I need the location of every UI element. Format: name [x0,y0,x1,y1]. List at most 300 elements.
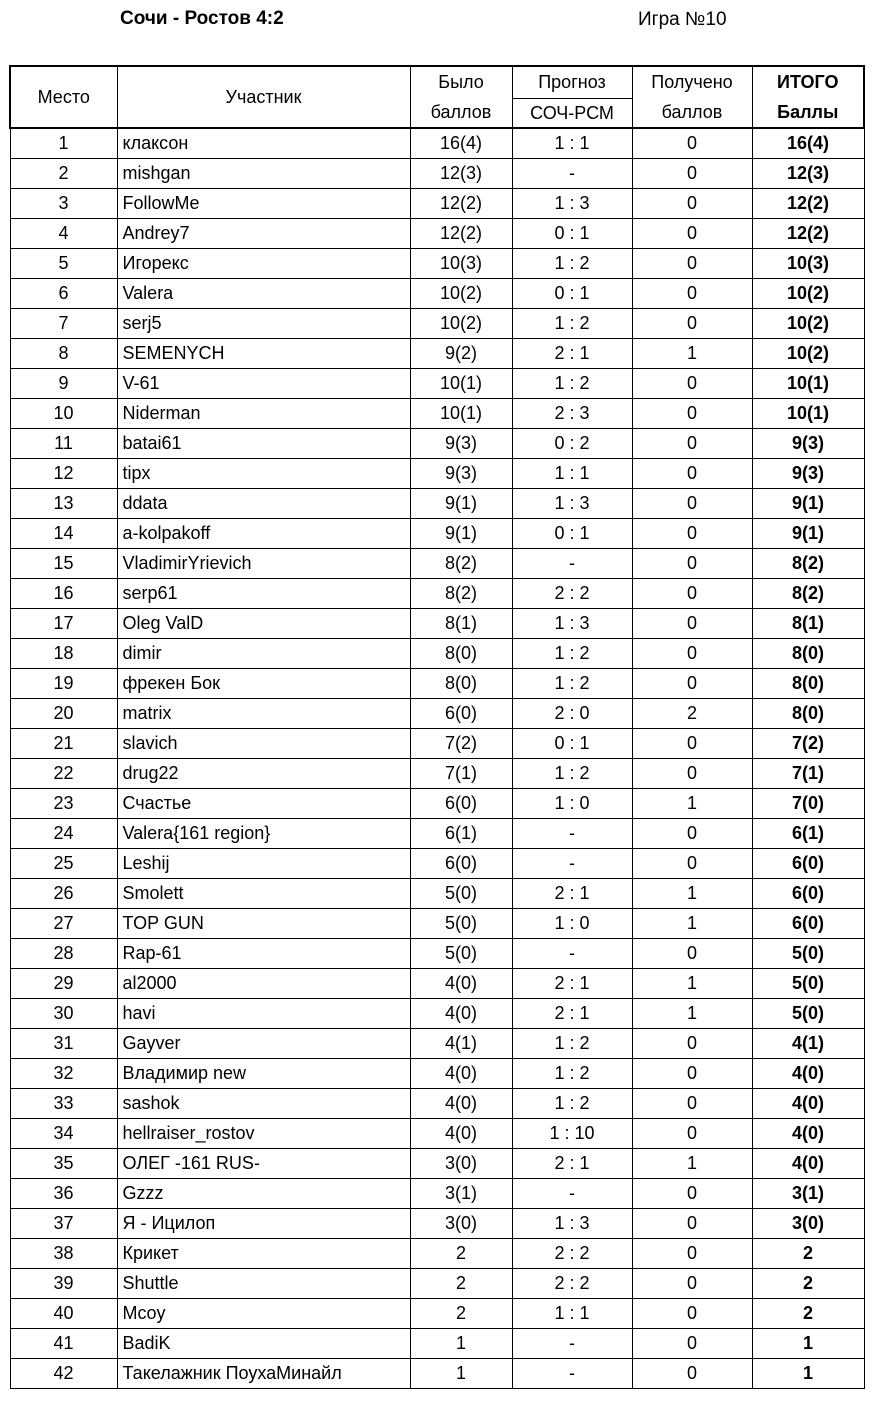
header-forecast-teams: СОЧ-РСМ [512,98,632,128]
cell-participant: matrix [117,699,410,729]
cell-was-points: 5(0) [410,939,512,969]
table-row [10,128,864,159]
cell-forecast: 1 : 2 [512,639,632,669]
cell-forecast: 0 : 1 [512,279,632,309]
cell-got-points: 0 [632,459,752,489]
cell-forecast: 1 : 3 [512,1209,632,1239]
table-row [10,1269,864,1299]
cell-participant: Gayver [117,1029,410,1059]
cell-participant: Shuttle [117,1269,410,1299]
cell-participant: Leshij [117,849,410,879]
cell-participant: фрекен Бок [117,669,410,699]
cell-was-points: 1 [410,1359,512,1389]
cell-total: 8(2) [752,579,864,609]
cell-total: 8(2) [752,549,864,579]
cell-forecast: - [512,1329,632,1359]
table-row [10,879,864,909]
table-row [10,1029,864,1059]
cell-place: 6 [10,279,117,309]
cell-participant: Такелажник ПоухаМинайл [117,1359,410,1389]
cell-was-points: 4(0) [410,969,512,999]
header-got-points [632,66,752,128]
table-row [10,249,864,279]
cell-place: 20 [10,699,117,729]
cell-was-points: 6(0) [410,699,512,729]
cell-participant: sashok [117,1089,410,1119]
cell-was-points: 12(2) [410,219,512,249]
cell-place: 14 [10,519,117,549]
cell-was-points: 8(0) [410,669,512,699]
cell-forecast: 1 : 0 [512,789,632,819]
header-was-top: Было [438,72,484,92]
cell-got-points: 0 [632,849,752,879]
cell-place: 2 [10,159,117,189]
table-row [10,1359,864,1389]
cell-forecast: - [512,1359,632,1389]
cell-forecast: - [512,939,632,969]
cell-total: 10(1) [752,369,864,399]
cell-got-points: 2 [632,699,752,729]
table-row [10,609,864,639]
cell-got-points: 0 [632,1059,752,1089]
cell-place: 23 [10,789,117,819]
cell-participant: Smolett [117,879,410,909]
cell-participant: SEMENYCH [117,339,410,369]
cell-participant: ddata [117,489,410,519]
table-row [10,1149,864,1179]
cell-participant: serj5 [117,309,410,339]
cell-total: 12(3) [752,159,864,189]
cell-was-points: 10(2) [410,309,512,339]
cell-forecast: 2 : 2 [512,1269,632,1299]
header-total-top: ИТОГО [777,72,839,92]
cell-place: 5 [10,249,117,279]
cell-forecast: - [512,549,632,579]
header-got-bottom: баллов [661,102,723,122]
cell-was-points: 2 [410,1269,512,1299]
cell-place: 4 [10,219,117,249]
cell-total: 2 [752,1239,864,1269]
cell-total: 10(3) [752,249,864,279]
cell-participant: BadiK [117,1329,410,1359]
cell-forecast: 1 : 3 [512,189,632,219]
cell-participant: Я - Ицилоп [117,1209,410,1239]
table-row [10,459,864,489]
cell-participant: Oleg ValD [117,609,410,639]
cell-got-points: 0 [632,249,752,279]
cell-participant: Владимир new [117,1059,410,1089]
cell-was-points: 4(0) [410,1089,512,1119]
cell-was-points: 3(0) [410,1209,512,1239]
table-row [10,669,864,699]
cell-place: 15 [10,549,117,579]
cell-forecast: 2 : 1 [512,969,632,999]
cell-total: 1 [752,1329,864,1359]
cell-forecast: 1 : 3 [512,489,632,519]
cell-got-points: 0 [632,549,752,579]
cell-forecast: 2 : 1 [512,1149,632,1179]
cell-place: 31 [10,1029,117,1059]
table-body [10,128,864,1389]
cell-was-points: 10(1) [410,399,512,429]
cell-got-points: 0 [632,1269,752,1299]
cell-total: 2 [752,1299,864,1329]
cell-total: 8(0) [752,639,864,669]
cell-participant: hellraiser_rostov [117,1119,410,1149]
table-row [10,789,864,819]
table-row [10,399,864,429]
cell-total: 8(0) [752,669,864,699]
cell-place: 13 [10,489,117,519]
cell-total: 2 [752,1269,864,1299]
cell-participant: havi [117,999,410,1029]
cell-forecast: 1 : 3 [512,609,632,639]
header-total-bottom: Баллы [777,102,839,122]
cell-total: 9(3) [752,429,864,459]
table-row [10,969,864,999]
cell-was-points: 5(0) [410,909,512,939]
cell-participant: Rap-61 [117,939,410,969]
game-number: Игра №10 [638,9,727,30]
header-forecast: Прогноз [512,66,632,98]
cell-place: 29 [10,969,117,999]
cell-place: 12 [10,459,117,489]
table-row [10,999,864,1029]
cell-got-points: 0 [632,1299,752,1329]
cell-was-points: 6(0) [410,789,512,819]
cell-was-points: 10(3) [410,249,512,279]
cell-participant: slavich [117,729,410,759]
cell-participant: клаксон [117,128,410,159]
cell-total: 10(2) [752,339,864,369]
cell-place: 1 [10,128,117,159]
table-row [10,279,864,309]
table-row [10,1239,864,1269]
cell-was-points: 2 [410,1299,512,1329]
cell-got-points: 0 [632,1179,752,1209]
cell-was-points: 10(2) [410,279,512,309]
cell-place: 40 [10,1299,117,1329]
cell-was-points: 9(3) [410,429,512,459]
cell-was-points: 16(4) [410,128,512,159]
cell-place: 8 [10,339,117,369]
table-row [10,729,864,759]
table-row [10,1179,864,1209]
cell-forecast: 2 : 1 [512,879,632,909]
cell-was-points: 8(1) [410,609,512,639]
cell-total: 9(1) [752,489,864,519]
cell-total: 4(0) [752,1119,864,1149]
cell-was-points: 9(1) [410,489,512,519]
table-header [10,66,864,128]
cell-participant: Valera [117,279,410,309]
table-row [10,519,864,549]
cell-participant: a-kolpakoff [117,519,410,549]
cell-forecast: 2 : 2 [512,1239,632,1269]
cell-got-points: 1 [632,339,752,369]
cell-place: 41 [10,1329,117,1359]
table-row [10,159,864,189]
table-row [10,819,864,849]
cell-was-points: 10(1) [410,369,512,399]
table-row [10,309,864,339]
cell-participant: Gzzz [117,1179,410,1209]
table-row [10,219,864,249]
table-row [10,429,864,459]
cell-place: 34 [10,1119,117,1149]
cell-place: 17 [10,609,117,639]
cell-got-points: 0 [632,369,752,399]
cell-got-points: 0 [632,1359,752,1389]
cell-total: 10(2) [752,309,864,339]
table-row [10,579,864,609]
cell-place: 9 [10,369,117,399]
cell-participant: tipx [117,459,410,489]
cell-got-points: 1 [632,1149,752,1179]
cell-place: 38 [10,1239,117,1269]
match-title: Сочи - Ростов 4:2 [120,8,284,29]
table-row [10,1329,864,1359]
cell-forecast: 0 : 1 [512,519,632,549]
cell-forecast: - [512,159,632,189]
cell-got-points: 0 [632,219,752,249]
header-participant: Участник [117,66,410,128]
cell-forecast: 0 : 2 [512,429,632,459]
table-row [10,1059,864,1089]
cell-got-points: 0 [632,1119,752,1149]
cell-participant: drug22 [117,759,410,789]
cell-place: 22 [10,759,117,789]
cell-place: 19 [10,669,117,699]
cell-forecast: - [512,819,632,849]
cell-got-points: 0 [632,939,752,969]
cell-total: 9(3) [752,459,864,489]
cell-forecast: 2 : 1 [512,999,632,1029]
cell-got-points: 0 [632,1239,752,1269]
table-row [10,339,864,369]
cell-total: 6(0) [752,879,864,909]
cell-got-points: 1 [632,909,752,939]
cell-forecast: 1 : 2 [512,669,632,699]
cell-got-points: 1 [632,789,752,819]
cell-forecast: 1 : 1 [512,1299,632,1329]
cell-place: 26 [10,879,117,909]
cell-participant: TOP GUN [117,909,410,939]
cell-was-points: 1 [410,1329,512,1359]
cell-got-points: 0 [632,609,752,639]
cell-forecast: 1 : 1 [512,459,632,489]
cell-participant: Счастье [117,789,410,819]
cell-got-points: 0 [632,1089,752,1119]
cell-place: 37 [10,1209,117,1239]
cell-place: 27 [10,909,117,939]
table-row [10,1089,864,1119]
cell-was-points: 9(1) [410,519,512,549]
table-row [10,699,864,729]
cell-forecast: 2 : 0 [512,699,632,729]
cell-place: 7 [10,309,117,339]
table-row [10,759,864,789]
cell-got-points: 0 [632,669,752,699]
cell-forecast: 0 : 1 [512,729,632,759]
table-row [10,909,864,939]
cell-total: 5(0) [752,999,864,1029]
cell-total: 12(2) [752,189,864,219]
cell-participant: serp61 [117,579,410,609]
cell-total: 6(0) [752,849,864,879]
cell-participant: dimir [117,639,410,669]
cell-was-points: 8(2) [410,549,512,579]
cell-forecast: - [512,849,632,879]
cell-total: 8(1) [752,609,864,639]
cell-was-points: 6(0) [410,849,512,879]
cell-got-points: 0 [632,1029,752,1059]
cell-place: 16 [10,579,117,609]
cell-got-points: 0 [632,579,752,609]
cell-total: 6(1) [752,819,864,849]
cell-forecast: 1 : 2 [512,1089,632,1119]
cell-place: 30 [10,999,117,1029]
cell-was-points: 9(2) [410,339,512,369]
cell-got-points: 1 [632,969,752,999]
cell-got-points: 0 [632,729,752,759]
cell-total: 4(0) [752,1059,864,1089]
cell-was-points: 5(0) [410,879,512,909]
cell-got-points: 0 [632,159,752,189]
cell-was-points: 7(2) [410,729,512,759]
cell-was-points: 8(0) [410,639,512,669]
cell-participant: mishgan [117,159,410,189]
cell-participant: Крикет [117,1239,410,1269]
cell-place: 35 [10,1149,117,1179]
cell-total: 5(0) [752,939,864,969]
cell-total: 7(1) [752,759,864,789]
cell-place: 11 [10,429,117,459]
cell-participant: Niderman [117,399,410,429]
cell-participant: batai61 [117,429,410,459]
cell-forecast: - [512,1179,632,1209]
cell-was-points: 12(3) [410,159,512,189]
cell-got-points: 0 [632,1329,752,1359]
header-was-points [410,66,512,128]
cell-got-points: 0 [632,128,752,159]
cell-participant: Mcoy [117,1299,410,1329]
cell-total: 10(1) [752,399,864,429]
cell-total: 6(0) [752,909,864,939]
cell-got-points: 1 [632,999,752,1029]
cell-forecast: 1 : 2 [512,1059,632,1089]
table-row [10,369,864,399]
table-row [10,639,864,669]
standings-table [9,65,865,1389]
cell-forecast: 1 : 2 [512,369,632,399]
cell-got-points: 0 [632,489,752,519]
cell-total: 4(0) [752,1089,864,1119]
cell-was-points: 8(2) [410,579,512,609]
cell-got-points: 0 [632,819,752,849]
table-row [10,939,864,969]
table-row [10,849,864,879]
cell-place: 3 [10,189,117,219]
cell-total: 16(4) [752,128,864,159]
cell-was-points: 4(0) [410,999,512,1029]
cell-was-points: 2 [410,1239,512,1269]
cell-got-points: 0 [632,1209,752,1239]
cell-was-points: 3(0) [410,1149,512,1179]
cell-got-points: 0 [632,189,752,219]
cell-participant: Valera{161 region} [117,819,410,849]
cell-participant: Игорекс [117,249,410,279]
cell-total: 3(0) [752,1209,864,1239]
cell-was-points: 4(0) [410,1119,512,1149]
table-row [10,189,864,219]
cell-place: 25 [10,849,117,879]
cell-place: 33 [10,1089,117,1119]
cell-got-points: 0 [632,429,752,459]
cell-forecast: 1 : 2 [512,1029,632,1059]
cell-place: 21 [10,729,117,759]
cell-total: 4(0) [752,1149,864,1179]
cell-got-points: 0 [632,279,752,309]
cell-was-points: 4(1) [410,1029,512,1059]
cell-forecast: 1 : 1 [512,128,632,159]
cell-place: 39 [10,1269,117,1299]
cell-was-points: 4(0) [410,1059,512,1089]
cell-forecast: 1 : 0 [512,909,632,939]
cell-got-points: 1 [632,879,752,909]
cell-total: 4(1) [752,1029,864,1059]
cell-got-points: 0 [632,399,752,429]
cell-was-points: 7(1) [410,759,512,789]
table-row [10,1119,864,1149]
cell-place: 32 [10,1059,117,1089]
cell-forecast: 1 : 2 [512,309,632,339]
cell-participant: Andrey7 [117,219,410,249]
cell-got-points: 0 [632,639,752,669]
cell-forecast: 2 : 2 [512,579,632,609]
cell-was-points: 3(1) [410,1179,512,1209]
cell-total: 10(2) [752,279,864,309]
cell-participant: V-61 [117,369,410,399]
cell-total: 5(0) [752,969,864,999]
cell-participant: ОЛЕГ -161 RUS- [117,1149,410,1179]
cell-got-points: 0 [632,519,752,549]
cell-forecast: 1 : 2 [512,759,632,789]
cell-was-points: 6(1) [410,819,512,849]
cell-forecast: 0 : 1 [512,219,632,249]
table-row [10,549,864,579]
cell-total: 1 [752,1359,864,1389]
table-row [10,1299,864,1329]
cell-total: 8(0) [752,699,864,729]
cell-was-points: 12(2) [410,189,512,219]
cell-total: 7(2) [752,729,864,759]
header-got-top: Получено [651,72,733,92]
cell-forecast: 1 : 2 [512,249,632,279]
cell-total: 7(0) [752,789,864,819]
cell-place: 36 [10,1179,117,1209]
table-row [10,489,864,519]
cell-got-points: 0 [632,309,752,339]
header-total [752,66,864,128]
cell-place: 18 [10,639,117,669]
cell-participant: VladimirYrievich [117,549,410,579]
cell-forecast: 2 : 3 [512,399,632,429]
cell-total: 12(2) [752,219,864,249]
cell-place: 42 [10,1359,117,1389]
cell-was-points: 9(3) [410,459,512,489]
cell-got-points: 0 [632,759,752,789]
